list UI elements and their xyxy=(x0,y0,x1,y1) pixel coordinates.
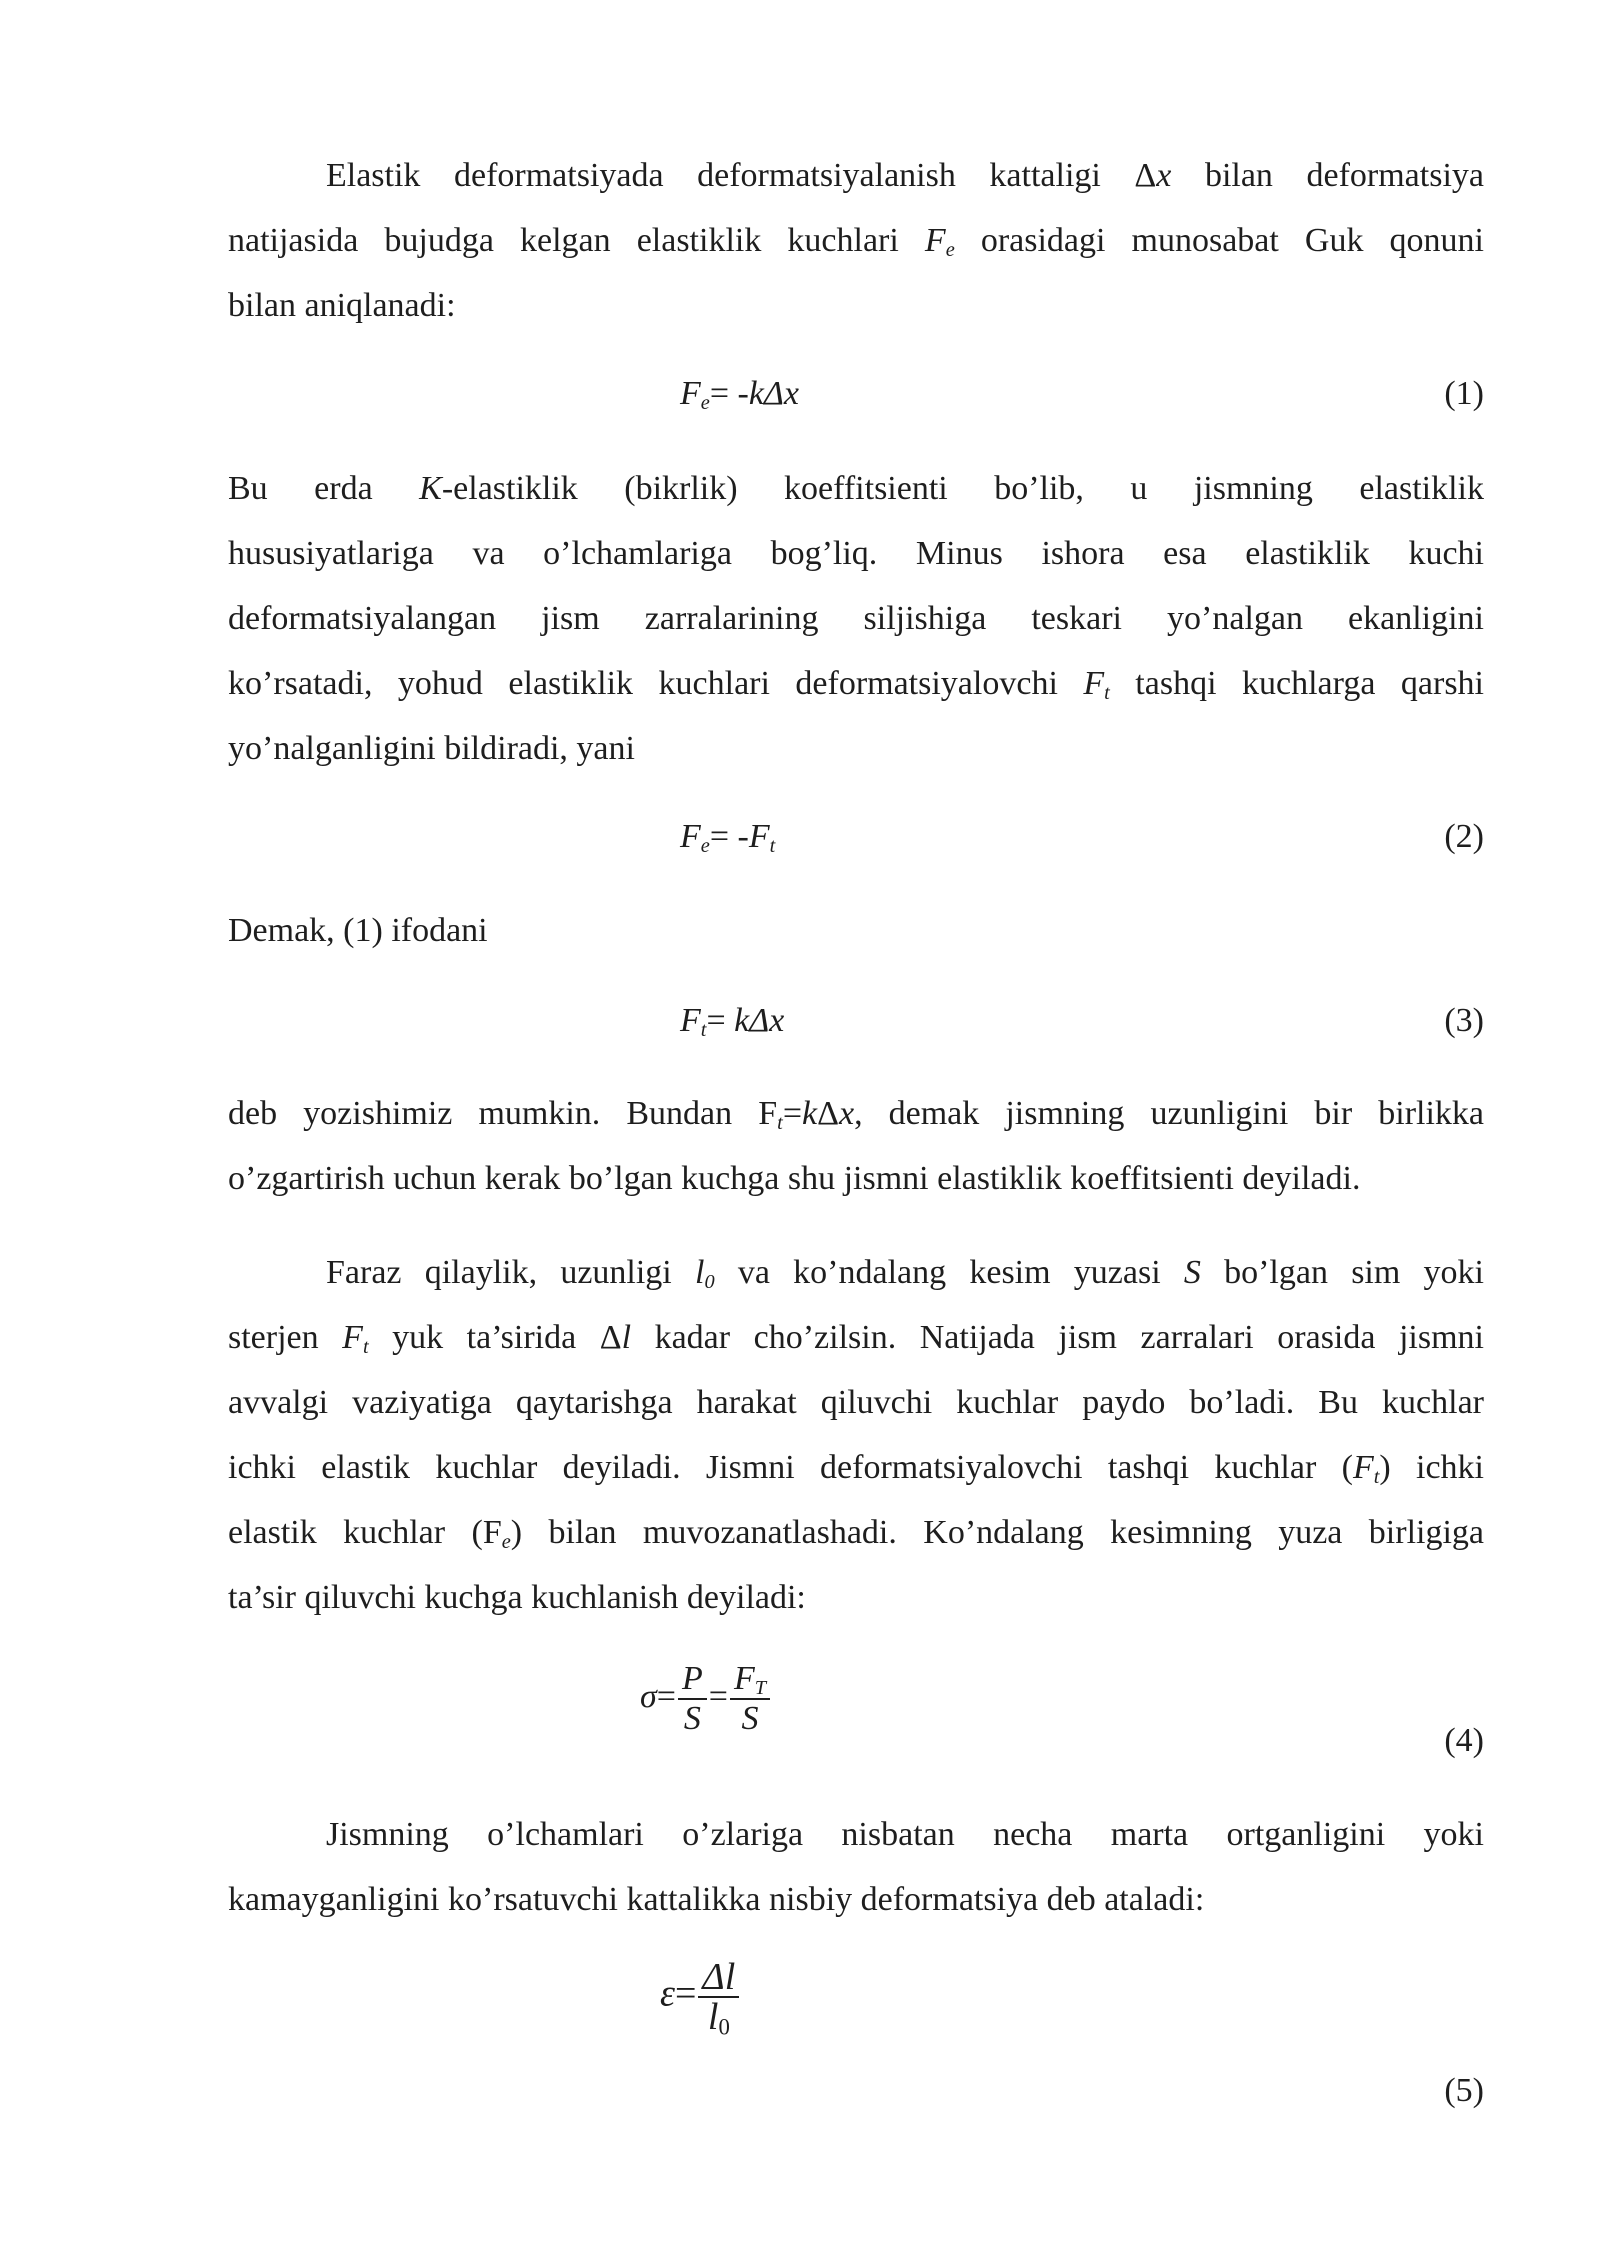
fraction-p-over-s: $\frac{P}{S}$ xyxy=(678,1660,707,1738)
paragraph-1 xyxy=(228,143,1484,338)
equation-4: σ= $\frac{P}{S}$ = $\frac{F_T}{S}$ xyxy=(640,1660,772,1738)
text-line: natijasida bujudga kelgan elastiklik kuchlari $F_e$ orasidagi munosabat Guk qonuni xyxy=(228,222,1485,262)
text-line: ko’rsatadi, yohud elastiklik kuchlari deformatsiyalovchi $F_t$ tashqi kuchlarga qarshi xyxy=(228,665,1485,705)
equation-number-1: (1) xyxy=(1444,375,1484,412)
paragraph-3 xyxy=(228,898,1484,963)
paragraph-6 xyxy=(228,1802,1484,1932)
equation-2: $F_e= -F_t$ xyxy=(680,818,776,858)
text-line: elastik kuchlar $(F_e)$ bilan muvozanatlashadi. Ko’ndalang kesimning yuza birligiga xyxy=(228,1514,1484,1554)
paragraph-5 xyxy=(228,1240,1484,1630)
text-line: Demak, (1) ifodani xyxy=(228,912,488,949)
fraction-ft-over-s: $\frac{F_T}{S}$ xyxy=(730,1660,770,1738)
equation-3: $F_t= k\Delta x$ xyxy=(680,1002,785,1042)
text-line: avvalgi vaziyatiga qaytarishga harakat qiluvchi kuchlar paydo bo’ladi. Bu kuchlar xyxy=(228,1384,1484,1421)
text-line: o’zgartirish uchun kerak bo’lgan kuchga shu jismni elastiklik koeffitsienti deyiladi. xyxy=(228,1160,1361,1197)
equation-number-4: (4) xyxy=(1444,1722,1484,1759)
equation-1: $F_e= -k\Delta x$ xyxy=(680,375,799,415)
paragraph-2 xyxy=(228,456,1484,781)
text-line: deb yozishimiz mumkin. Bundan $F_t=k\Delta x$, demak jismning uzunligini bir birlikka xyxy=(228,1095,1485,1135)
text-line: Jismning o’lchamlari o’zlariga nisbatan necha marta ortganligini yoki xyxy=(326,1816,1484,1853)
text-line: ichki elastik kuchlar deyiladi. Jismni deformatsiyalovchi tashqi kuchlar $(F_t)$ ichki xyxy=(228,1449,1485,1489)
text-line: Bu erda K-elastiklik (bikrlik) koeffitsienti bo’lib, u jismning elastiklik xyxy=(228,470,1484,507)
equation-number-5: (5) xyxy=(1444,2072,1484,2109)
text-line: Elastik deformatsiyada deformatsiyalanish kattaligi Δx bilan deformatsiya xyxy=(326,157,1484,194)
text-line: sterjen $F_t$ yuk ta’sirida Δl kadar cho’zilsin. Natijada jism zarralari orasida jismni xyxy=(228,1319,1485,1359)
equation-number-2: (2) xyxy=(1444,818,1484,855)
text-line: hususiyatlariga va o’lchamlariga bog’liq. Minus ishora esa elastiklik kuchi xyxy=(228,535,1484,572)
text-line: Faraz qilaylik, uzunligi $l_0$ va ko’ndalang kesim yuzasi S bo’lgan sim yoki xyxy=(326,1254,1484,1294)
text-line: yo’nalganligini bildiradi, yani xyxy=(228,730,635,767)
paragraph-4 xyxy=(228,1081,1484,1211)
text-line: deformatsiyalangan jism zarralarining siljishiga teskari yo’nalgan ekanligini xyxy=(228,600,1484,637)
fraction-dl-over-l0: $\frac{\Delta l}{l_0}$ xyxy=(698,1958,739,2036)
equation-5: ε= $\frac{\Delta l}{l_0}$ xyxy=(660,1958,741,2036)
text-line: ta’sir qiluvchi kuchga kuchlanish deyiladi: xyxy=(228,1579,806,1616)
equation-number-3: (3) xyxy=(1444,1002,1484,1039)
text-line: kamayganligini ko’rsatuvchi kattalikka nisbiy deformatsiya deb ataladi: xyxy=(228,1881,1205,1918)
text-line: bilan aniqlanadi: xyxy=(228,287,456,324)
